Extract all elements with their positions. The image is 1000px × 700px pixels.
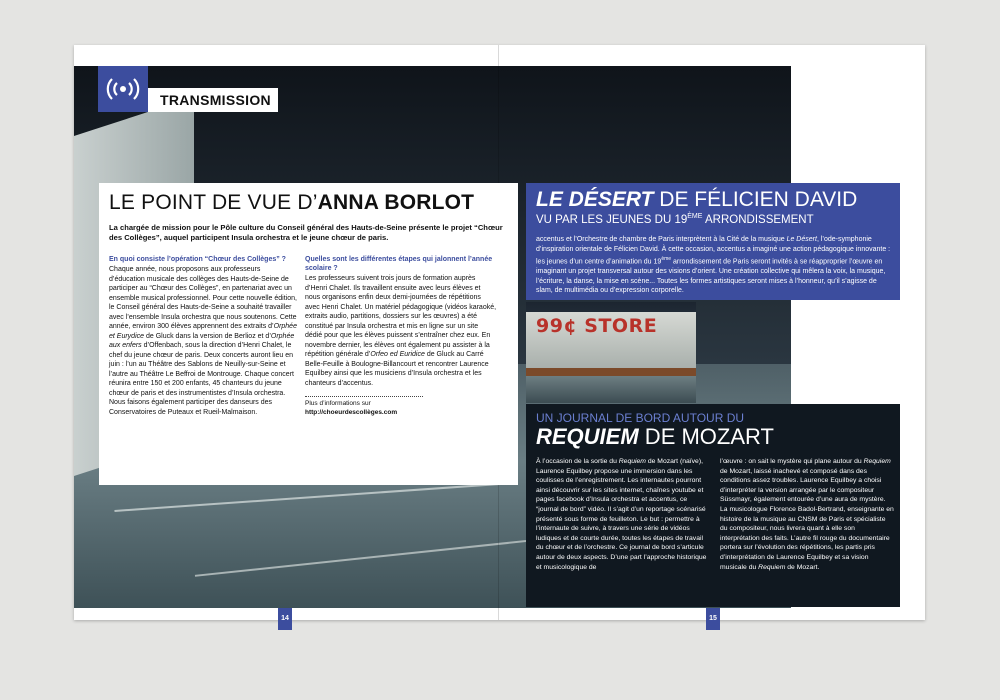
- requiem-column-1: À l’occasion de la sortie du Requiem de Mozart (naïve), Laurence Equilbey propose une immersion dans les coulisses de l’enregistrement. Les internautes pourront ainsi découvrir sur les sites internet, chaînes youtube et pages facebook d’Insula orchestra et accentus, ce “journal de bord” vidéo. Il s’agit d’un reportage scénarisé présenté sous forme de feuilleton. Le but : permettre à l’internaute de suivre, à travers une série de vidéos ludiques et de courte durée, toutes les étapes de travail du chœur et de l’orchestre. Ce journal de bord s’articule autour de deux aspects. D’une part l’approche historique et musicologique de: [536, 458, 707, 571]
- requiem-box: [526, 404, 900, 607]
- interview-article: [99, 183, 518, 485]
- page-number-left: 14: [278, 608, 292, 630]
- title-part: LE POINT DE VUE D’: [109, 191, 318, 214]
- desert-text: accentus et l’Orchestre de chambre de Paris interprètent à la Cité de la musique Le Désert, l’ode-symphonie d’inspiration orientale de Félicien David. À cette occasion, accentus a imaginé une action pédagogique innovante : les jeunes d’un centre d’animation du 19ème arrondissement de Paris seront invités à se réapproprier l’œuvre en imaginant un projet transversal autour des visions d’orient. Une création collective qui mêlera la voix, la musique, l’écriture, la danse, la mise en scène... Toutes les formes artistiques seront mises à l’honneur, qu’il s’agisse de slam, de multimédia ou d’expression corporelle.: [536, 236, 891, 295]
- requiem-column-2: l’œuvre : on sait le mystère qui plane autour du Requiem de Mozart, laissé inachevé et composé dans des conditions assez troubles. Laurence Equilbey a choisi d’interpréter la version arrangée par le compositeur Süssmayr, également entourée d’une aura de mystère. La musicologue Florence Badol-Bertrand, enseignante en histoire de la musique au CNSM de Paris et spécialiste du compositeur, nous livrera quant à elle son interprétation des faits. L’autre fil rouge du documentaire portera sur l’évolution des répétitions, les partis pris d’interprétation de Laurence Equilbey et sa vision musicale du Requiem de Mozart.: [720, 458, 894, 571]
- desert-box: [526, 183, 900, 300]
- answer-1: Chaque année, nous proposons aux professeurs d’éducation musicale des collèges des Hauts-de-Seine de participer au “Chœur des Collèges”, en partenariat avec un ensemble musical professionnel. Pour cette nouvelle édition, le Conseil général des Hauts-de-Seine a souhaité travailler avec l’ensemble Insula orchestra que nous soutenons. Cette année, environ 300 élèves apprennent des extraits d’Orphée et Eurydice de Gluck dans la version de Berlioz et d’Orphée aux enfers d’Offenbach, sous la direction d’Henri Chalet, le chef du jeune chœur de paris. Deux concerts auront lieu en juin : l’un au Théâtre des Sablons de Neuilly-sur-Seine et l’autre au Théâtre Le Beffroi de Montrouge. Chaque concert réunira entre 150 et 200 enfants, 45 chanteurs du jeune chœur de paris et des instrumentistes d’Insula orchestra. Nous faisons également participer des danseurs des Conservatoires de Puteaux et Rueil-Malmaison.: [109, 266, 297, 416]
- more-info-link[interactable]: http://choeurdescollèges.com: [305, 408, 398, 416]
- answer-2: Les professeurs suivent trois jours de formation auprès d’Henri Chalet. Ils travaillent ensuite avec leurs élèves et nous organisons enfin deux demi-journées de répétitions avec Henri Chalet. Un matériel pédagogique (vidéos karaoké, extraits audio, partitions, dossiers sur les œuvres) a été constitué par Insula orchestra et mis en ligne sur un site dédié pour que les élèves puissent s’entraîner chez eux. En novembre dernier, les élèves ont également pu assister à la répétition générale d’Orfeo ed Euridice de Gluck au Carré Belle-Feuille à Boulogne-Billancourt et rencontrer Laurence Equilbey ainsi que les musiciens d’Insula orchestra et les chanteurs d’accentus.: [305, 275, 497, 387]
- section-label: [148, 88, 278, 112]
- store-sign: 99¢ STORE: [536, 315, 658, 337]
- store-photo: [526, 302, 696, 403]
- more-info: Plus d’informations sur http://choeurdescollèges.com: [305, 396, 423, 417]
- store-band: [526, 368, 696, 376]
- broadcast-icon: [98, 66, 148, 112]
- section-label-text: TRANSMISSION: [160, 92, 271, 108]
- requiem-kicker: UN JOURNAL DE BORD AUTOUR DU: [536, 411, 745, 425]
- store-ground: [526, 376, 696, 403]
- page-number-right: 15: [706, 608, 720, 630]
- article-column-1: [109, 255, 297, 417]
- article-title: [109, 191, 474, 215]
- article-column-2: [305, 255, 497, 417]
- title-name: ANNA BORLOT: [317, 191, 475, 214]
- article-intro: La chargée de mission pour le Pôle culture du Conseil général des Hauts-de-Seine présente le projet “Chœur des Collèges”, auquel participent Insula orchestra et le jeune chœur de paris.: [109, 223, 503, 242]
- desert-title: LE DÉSERT DE FÉLICIEN DAVID: [536, 188, 858, 211]
- question-2: Quelles sont les différentes étapes qui jalonnent l’année scolaire ?: [305, 256, 493, 272]
- desert-subtitle: VU PAR LES JEUNES DU 19ÈME ARRONDISSEMENT: [536, 213, 814, 226]
- requiem-title: REQUIEM DE MOZART: [536, 424, 774, 449]
- question-1: En quoi consiste l’opération “Chœur des Collèges” ?: [109, 256, 286, 263]
